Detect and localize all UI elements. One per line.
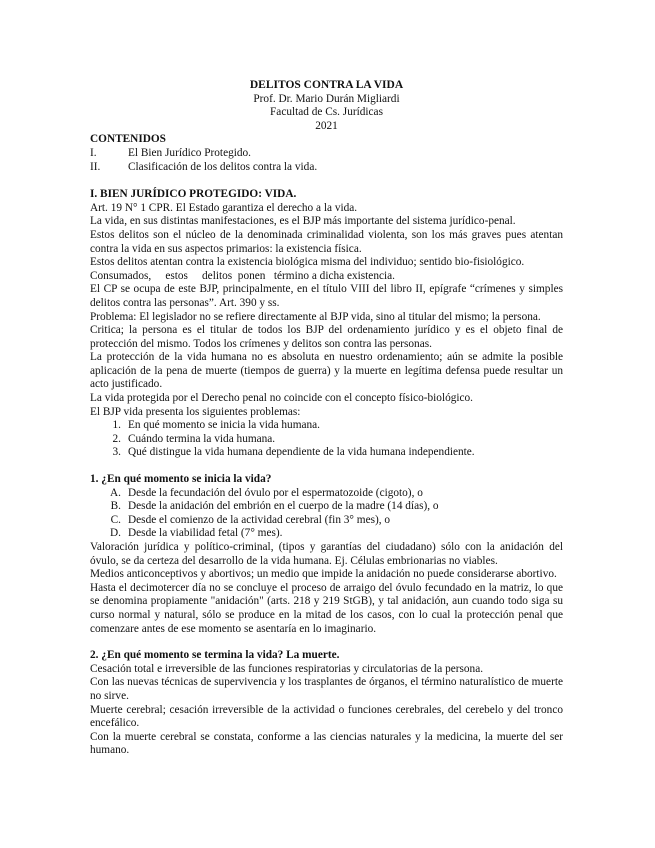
paragraph: Estos delitos son el núcleo de la denominada criminalidad violenta, son los más graves pues atentan contra la vida en sus aspectos primarios: la existencia física. [90,228,563,255]
list-item [90,433,563,447]
paragraph: Consumados, estos delitos ponen término a dicha existencia. [90,269,395,282]
options-list [90,487,563,541]
contents-item [90,161,563,175]
paragraph: Con la muerte cerebral se constata, conforme a las ciencias naturales y la medicina, la muerte del ser humano. [90,730,563,757]
list-marker: C. [110,513,121,526]
contents-item-number: I. [90,146,97,159]
contents-heading: CONTENIDOS [90,133,166,146]
contents-item-number: II. [90,160,101,173]
paragraph: Estos delitos atentan contra la existencia biológica misma del individuo; sentido bio-fisiológico. [90,256,525,269]
paragraph: El CP se ocupa de este BJP, principalmente, en el título VIII del libro II, epígrafe “crímenes y simples delitos contra las personas”. Art. 390 y ss. [90,283,563,309]
document-body [90,79,563,758]
list-marker: B. [110,500,121,513]
list-item-text: Desde la fecundación del óvulo por el espermatozoide (cigoto), o [128,486,423,499]
paragraph: Critica; la persona es el titular de todos los BJP del ordenamiento jurídico y es el objeto final de protección del mismo. Todos los crímenes y delitos son contra las personas. [90,324,563,350]
contents-item-text: El Bien Jurídico Protegido. [128,146,251,159]
contents-item-text: Clasificación de los delitos contra la vida. [128,160,318,173]
paragraph: La vida, en sus distintas manifestaciones, es el BJP más importante del sistema jurídico-penal. [90,215,516,228]
section-heading-muerte: 2. ¿En qué momento se termina la vida? La muerte. [90,649,340,662]
list-item-text: Desde la anidación del embrión en el cuerpo de la madre (14 días), o [128,500,439,513]
paragraph: Cesación total e irreversible de las funciones respiratorias y circulatorias de la persona. [90,662,484,675]
list-marker: 3. [112,446,121,459]
document-title: DELITOS CONTRA LA VIDA [249,79,404,91]
paragraph: La protección de la vida humana no es absoluta en nuestro ordenamiento; aún se admite la posible aplicación de la pena de muerte (tiempos de guerra) y la muerte en legítima defensa puede resultar un acto justificado. [90,351,563,391]
list-item-text: Cuándo termina la vida humana. [128,432,276,445]
paragraph: Valoración jurídica y político-criminal, (tipos y garantías del ciudadano) sólo con la anidación del óvulo, se da certeza del desarrollo de la vida humana. Ej. Células embrionarias no viables. [90,541,563,567]
list-item-text: En qué momento se inicia la vida humana. [128,419,320,432]
list-marker: 1. [112,419,121,432]
list-marker: A. [110,486,121,499]
list-item-text: Qué distingue la vida humana dependiente de la vida humana independiente. [128,446,475,459]
list-item-text: Desde el comienzo de la actividad cerebral (fin 3° mes), o [128,513,391,526]
paragraph: La vida protegida por el Derecho penal no coincide con el concepto físico-biológico. [90,392,474,405]
author-line: Prof. Dr. Mario Durán Migliardi [253,92,400,105]
paragraph: Con las nuevas técnicas de supervivencia y los trasplantes de órganos, el término naturalístico de muerte no sirve. [90,676,563,702]
year-line: 2021 [315,119,338,132]
section-heading-inicio-vida: 1. ¿En qué momento se inicia la vida? [90,473,272,486]
list-marker: 2. [112,432,121,445]
paragraph: Muerte cerebral; cesación irreversible de la actividad o funciones cerebrales, del cerebelo y del tronco encefálico. [90,703,563,730]
list-item [90,514,563,528]
paragraph: El BJP vida presenta los siguientes problemas: [90,405,301,418]
list-item [90,487,563,501]
list-item [90,527,563,541]
paragraph: Medios anticonceptivos y abortivos; un medio que impide la anidación no puede considerarse abortivo. [90,568,557,581]
faculty-line: Facultad de Cs. Jurídicas [270,106,383,119]
paragraph: Problema: El legislador no se refiere directamente al BJP vida, sino al titular del mismo; la persona. [90,310,541,323]
paragraph: Art. 19 N° 1 CPR. El Estado garantiza el derecho a la vida. [90,201,358,214]
list-item [90,446,563,460]
paragraph: Hasta el decimotercer día no se concluye el proceso de arraigo del óvulo fecundado en la matriz, lo que se denomina propiamente "anidación" (arts. 218 y 219 StGB), y tal anidación, aun cuando todo siga su curso normal y natural, sólo se produce en la mitad de los casos, con lo cual la protección penal que comenzare antes de ese momento se asentaría en lo imaginario. [90,581,563,635]
section-heading-bjp: I. BIEN JURÍDICO PROTEGIDO: VIDA. [90,188,297,201]
list-marker: D. [110,527,121,540]
contents-item [90,147,563,161]
problems-list [90,419,563,460]
list-item-text: Desde la viabilidad fetal (7° mes). [128,527,283,540]
list-item [90,419,563,433]
list-item [90,500,563,514]
